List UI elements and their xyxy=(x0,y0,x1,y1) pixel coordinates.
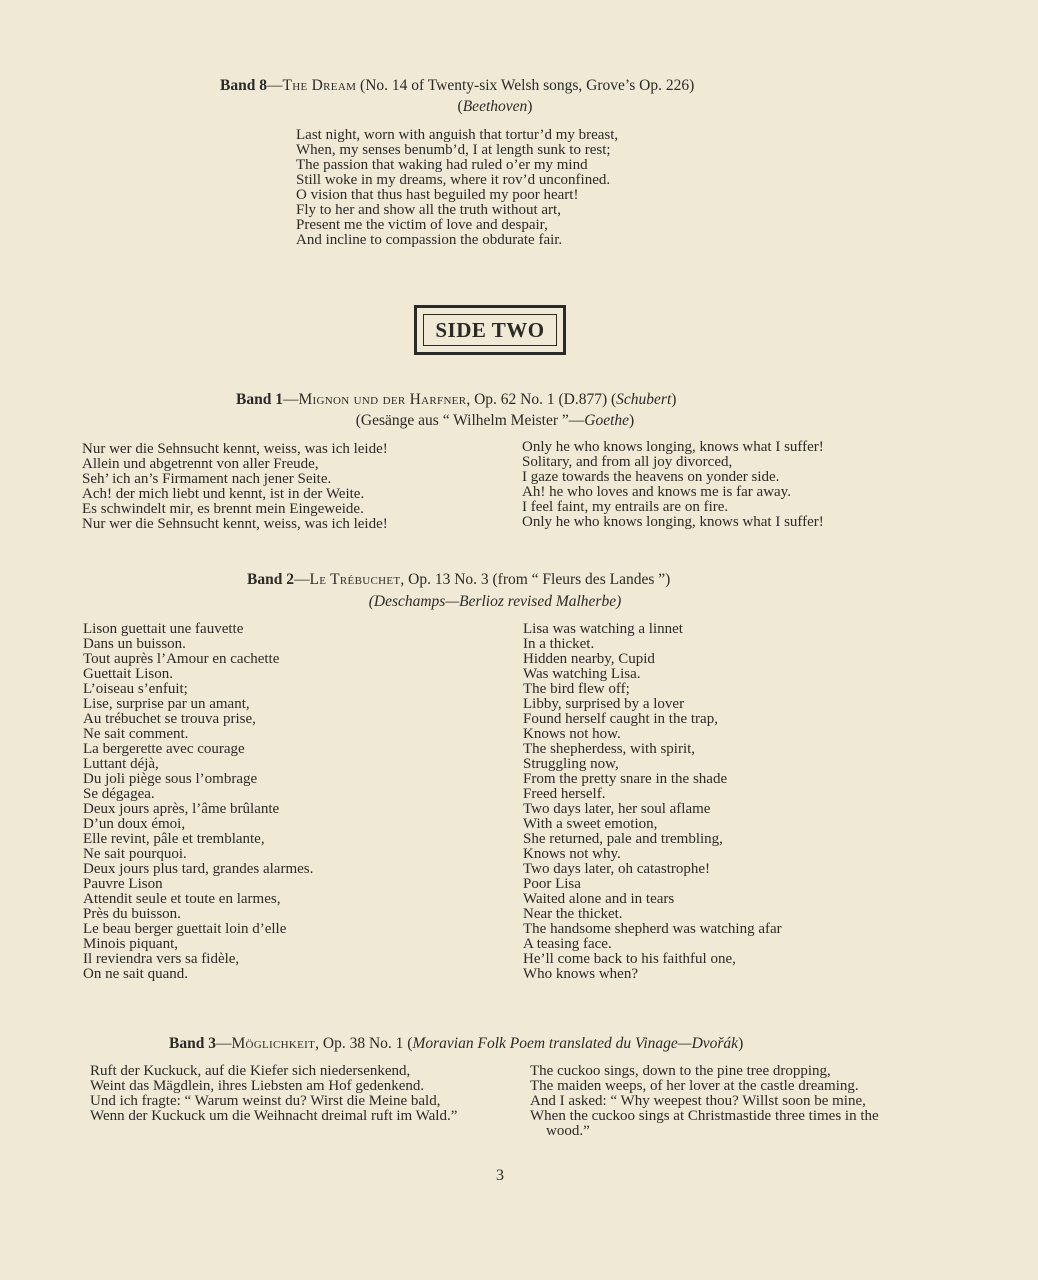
verse-line: Se dégagea. xyxy=(83,786,155,802)
band2-french-stanza-2 xyxy=(83,742,313,862)
verse-line: Attendit seule et toute en larmes, xyxy=(83,891,281,907)
band1-subtitle-post: ) xyxy=(629,412,635,429)
verse-line: Deux jours plus tard, grandes alarmes. xyxy=(83,861,314,877)
verse-line: And I asked: “ Why weepest thou? Willst soon be mine, xyxy=(530,1093,866,1109)
verse-line: Weint das Mägdlein, ihres Liebsten am Hof gedenkend. xyxy=(90,1078,425,1094)
verse-line: Elle revint, pâle et tremblante, xyxy=(83,831,265,847)
verse-line: D’un doux émoi, xyxy=(83,816,186,832)
verse-line: Nur wer die Sehnsucht kennt, weiss, was ich leide! xyxy=(82,516,388,532)
verse-line: Ruft der Kuckuck, auf die Kiefer sich niedersenkend, xyxy=(90,1063,411,1079)
verse-line: Ne sait pourquoi. xyxy=(83,846,187,862)
band8-label: Band 8 xyxy=(220,77,267,94)
band2-french-stanza-1 xyxy=(83,622,313,742)
verse-line: Au trébuchet se trouva prise, xyxy=(83,711,256,727)
verse-line: Two days later, oh catastrophe! xyxy=(523,861,711,877)
band3-heading xyxy=(169,1035,743,1053)
band2-label: Band 2 xyxy=(247,571,294,588)
verse-line: Und ich fragte: “ Warum weinst du? Wirst die Meine bald, xyxy=(90,1093,441,1109)
band3-detail: , Op. 38 No. 1 ( xyxy=(315,1035,413,1052)
verse-line: Deux jours après, l’âme brûlante xyxy=(83,801,280,817)
band3-title: Möglichkeit xyxy=(231,1035,316,1052)
verse-line: Dans un buisson. xyxy=(83,636,186,652)
band8-title: The Dream xyxy=(282,77,357,94)
band8-detail: (No. 14 of Twenty-six Welsh songs, Grove’s Op. 226) xyxy=(356,77,695,94)
band8-heading xyxy=(220,77,694,95)
verse-line: He’ll come back to his faithful one, xyxy=(523,951,736,967)
verse-line: Present me the victim of love and despair, xyxy=(296,217,548,233)
verse-line: When the cuckoo sings at Christmastide three times in the wood.” xyxy=(530,1108,879,1139)
verse-line: Hidden nearby, Cupid xyxy=(523,651,655,667)
band3-credit: Moravian Folk Poem translated du Vinage—Dvořák xyxy=(412,1035,739,1052)
band2-detail: , Op. 13 No. 3 (from “ Fleurs des Landes ”) xyxy=(400,571,671,588)
verse-line: Struggling now, xyxy=(523,756,619,772)
side-two-box xyxy=(414,305,566,355)
verse-line: The passion that waking had ruled o’er my mind xyxy=(296,157,588,173)
band8-composer: Beethoven xyxy=(462,98,528,115)
verse-line: Lise, surprise par un amant, xyxy=(83,696,250,712)
verse-line: Wenn der Kuckuck um die Weihnacht dreimal ruft im Wald.” xyxy=(90,1108,458,1124)
verse-line: Two days later, her soul aflame xyxy=(523,801,711,817)
verse-line: From the pretty snare in the shade xyxy=(523,771,728,787)
band8-stanza-2 xyxy=(296,188,618,248)
band2-french xyxy=(83,622,313,982)
verse-line: When, my senses benumb’d, I at length sunk to rest; xyxy=(296,142,611,158)
verse-line: Only he who knows longing, knows what I suffer! xyxy=(522,439,824,455)
verse-line: Nur wer die Sehnsucht kennt, weiss, was ich leide! xyxy=(82,441,388,457)
verse-line: Ach! der mich liebt und kennt, ist in der Weite. xyxy=(82,486,365,502)
verse-line: And incline to compassion the obdurate fair. xyxy=(296,232,563,248)
band1-english xyxy=(522,440,824,530)
verse-line: The handsome shepherd was watching afar xyxy=(523,921,782,937)
band2-english-stanza-1 xyxy=(523,622,782,742)
verse-line: Luttant déjà, xyxy=(83,756,159,772)
band2-english-stanza-2 xyxy=(523,742,782,862)
band8-poem xyxy=(296,128,618,248)
band8-stanza-1 xyxy=(296,128,618,188)
verse-line: The maiden weeps, of her lover at the castle dreaming. xyxy=(530,1078,859,1094)
band1-heading xyxy=(236,391,676,409)
verse-line: On ne sait quand. xyxy=(83,966,188,982)
verse-line: O vision that thus hast beguiled my poor heart! xyxy=(296,187,579,203)
verse-line: Seh’ ich an’s Firmament nach jener Seite. xyxy=(82,471,332,487)
band1-german-stanza-1 xyxy=(82,442,388,487)
verse-line: The bird flew off; xyxy=(523,681,630,697)
verse-line: Poor Lisa xyxy=(523,876,581,892)
verse-line: I gaze towards the heavens on yonder side. xyxy=(522,469,780,485)
verse-line: Found herself caught in the trap, xyxy=(523,711,718,727)
verse-line: Libby, surprised by a lover xyxy=(523,696,685,712)
verse-line: Only he who knows longing, knows what I suffer! xyxy=(522,514,824,530)
verse-line: In a thicket. xyxy=(523,636,595,652)
band1-detail: , Op. 62 No. 1 (D.877) ( xyxy=(466,391,617,408)
band3-english xyxy=(530,1064,920,1139)
verse-line: Guettait Lison. xyxy=(83,666,173,682)
verse-line: Ah! he who loves and knows me is far away. xyxy=(522,484,791,500)
band1-close: ) xyxy=(671,391,677,408)
band8-sep: — xyxy=(266,77,283,94)
verse-line: Who knows when? xyxy=(523,966,638,982)
verse-line: The cuckoo sings, down to the pine tree dropping, xyxy=(530,1063,831,1079)
verse-line: With a sweet emotion, xyxy=(523,816,658,832)
band3-close: ) xyxy=(738,1035,744,1052)
band2-french-stanza-3 xyxy=(83,862,313,982)
verse-line: Lison guettait une fauvette xyxy=(83,621,244,637)
band1-german-stanza-2 xyxy=(82,487,388,532)
verse-line: Near the thicket. xyxy=(523,906,623,922)
verse-line: Waited alone and in tears xyxy=(523,891,675,907)
verse-line: Knows not why. xyxy=(523,846,621,862)
side-two-label: SIDE TWO xyxy=(423,314,557,346)
verse-line: Es schwindelt mir, es brennt mein Eingeweide. xyxy=(82,501,364,517)
verse-line: Last night, worn with anguish that tortur’d my breast, xyxy=(296,127,619,143)
verse-line: Le beau berger guettait loin d’elle xyxy=(83,921,287,937)
band1-subtitle-pre: (Gesänge aus “ Wilhelm Meister ”— xyxy=(355,412,585,429)
band1-composer: Schubert xyxy=(616,391,672,408)
verse-line: Solitary, and from all joy divorced, xyxy=(522,454,733,470)
band8-composer-line: (Beethoven) xyxy=(457,98,533,115)
verse-line: L’oiseau s’enfuit; xyxy=(83,681,188,697)
band1-subtitle xyxy=(290,412,700,430)
verse-line: Was watching Lisa. xyxy=(523,666,641,682)
verse-line: Still woke in my dreams, where it rov’d unconfined. xyxy=(296,172,611,188)
band3-sep: — xyxy=(215,1035,232,1052)
band2-title: Le Trébuchet xyxy=(309,571,401,588)
verse-line: Près du buisson. xyxy=(83,906,181,922)
verse-line: Lisa was watching a linnet xyxy=(523,621,683,637)
verse-line: I feel faint, my entrails are on fire. xyxy=(522,499,729,515)
band1-english-stanza-1 xyxy=(522,440,824,485)
verse-line: Du joli piège sous l’ombrage xyxy=(83,771,258,787)
verse-line: She returned, pale and trembling, xyxy=(523,831,723,847)
verse-line: Knows not how. xyxy=(523,726,621,742)
verse-line: Freed herself. xyxy=(523,786,606,802)
band1-sep: — xyxy=(282,391,299,408)
band1-subtitle-author: Goethe xyxy=(584,412,630,429)
page-number: 3 xyxy=(496,1167,504,1184)
band2-subtitle-line xyxy=(320,593,670,611)
verse-line: Pauvre Lison xyxy=(83,876,163,892)
verse-line: Ne sait comment. xyxy=(83,726,189,742)
verse-line: A teasing face. xyxy=(523,936,612,952)
band2-english xyxy=(523,622,782,982)
band1-german xyxy=(82,442,388,532)
band2-english-stanza-3 xyxy=(523,862,782,982)
band2-subtitle: (Deschamps—Berlioz revised Malherbe) xyxy=(368,593,622,610)
band3-label: Band 3 xyxy=(169,1035,216,1052)
verse-line: Allein und abgetrennt von aller Freude, xyxy=(82,456,319,472)
verse-line: The shepherdess, with spirit, xyxy=(523,741,696,757)
band3-german xyxy=(90,1064,490,1124)
verse-line: La bergerette avec courage xyxy=(83,741,245,757)
verse-line: Il reviendra vers sa fidèle, xyxy=(83,951,240,967)
band2-sep: — xyxy=(293,571,310,588)
band1-label: Band 1 xyxy=(236,391,283,408)
band1-title: Mignon und der Harfner xyxy=(298,391,467,408)
band1-english-stanza-2 xyxy=(522,485,824,530)
verse-line: Tout auprès l’Amour en cachette xyxy=(83,651,280,667)
band2-heading xyxy=(247,571,670,589)
verse-line: Minois piquant, xyxy=(83,936,179,952)
verse-line: Fly to her and show all the truth without art, xyxy=(296,202,561,218)
